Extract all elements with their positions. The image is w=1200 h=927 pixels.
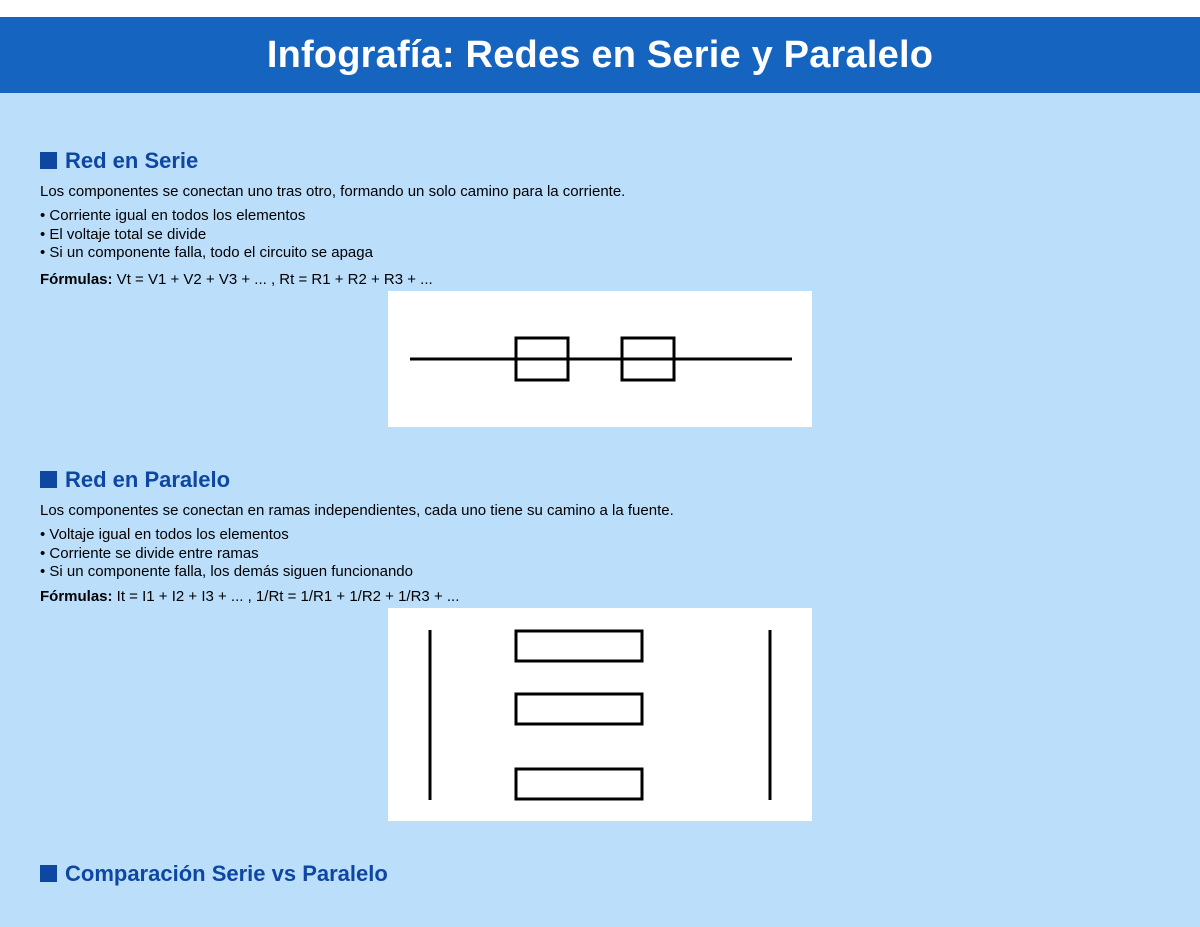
paralelo-description: Los componentes se conectan en ramas independientes, cada uno tiene su camino a la fuente. [40,502,674,519]
list-item: • Corriente igual en todos los elementos [40,207,306,224]
series-circuit-diagram [388,291,812,427]
header-banner [0,17,1200,93]
list-item: • Voltaje igual en todos los elementos [40,526,289,543]
serie-formulas [40,271,433,288]
list-item: • El voltaje total se divide [40,225,207,243]
series-circuit-svg [388,291,812,427]
section-title-serie-label: Red en Serie [65,148,199,173]
parallel-circuit-diagram [388,608,812,821]
section-title-paralelo [40,467,230,493]
list-item: • Corriente se divide entre ramas [40,544,259,562]
square-bullet-icon [40,152,57,169]
parallel-resistor-3 [516,769,642,799]
page-title: Infografía: Redes en Serie y Paralelo [266,33,934,76]
section-title-paralelo-label: Red en Paralelo [65,467,231,492]
paralelo-bullet-list [40,526,413,582]
parallel-resistor-2 [516,694,642,724]
formula-label: Fórmulas: [40,588,113,605]
parallel-circuit-svg [388,608,812,821]
section-title-serie [40,148,198,174]
formula-text: It = I1 + I2 + I3 + ... , 1/Rt = 1/R1 + 1/R2 + 1/R3 + ... [112,588,460,605]
formula-label: Fórmulas: [40,271,113,288]
section-title-comparacion-label: Comparación Serie vs Paralelo [65,861,388,886]
serie-description: Los componentes se conectan uno tras otro, formando un solo camino para la corriente. [40,183,626,200]
section-title-comparacion [40,861,388,887]
square-bullet-icon [40,865,57,882]
square-bullet-icon [40,471,57,488]
formula-text: Vt = V1 + V2 + V3 + ... , Rt = R1 + R2 + R3 + ... [112,271,433,288]
list-item: • Si un componente falla, todo el circuito se apaga [40,244,373,261]
paralelo-formulas [40,588,459,605]
parallel-resistor-1 [516,631,642,661]
list-item: • Si un componente falla, los demás siguen funcionando [40,563,413,580]
serie-bullet-list [40,207,373,263]
content-area [0,93,1200,927]
